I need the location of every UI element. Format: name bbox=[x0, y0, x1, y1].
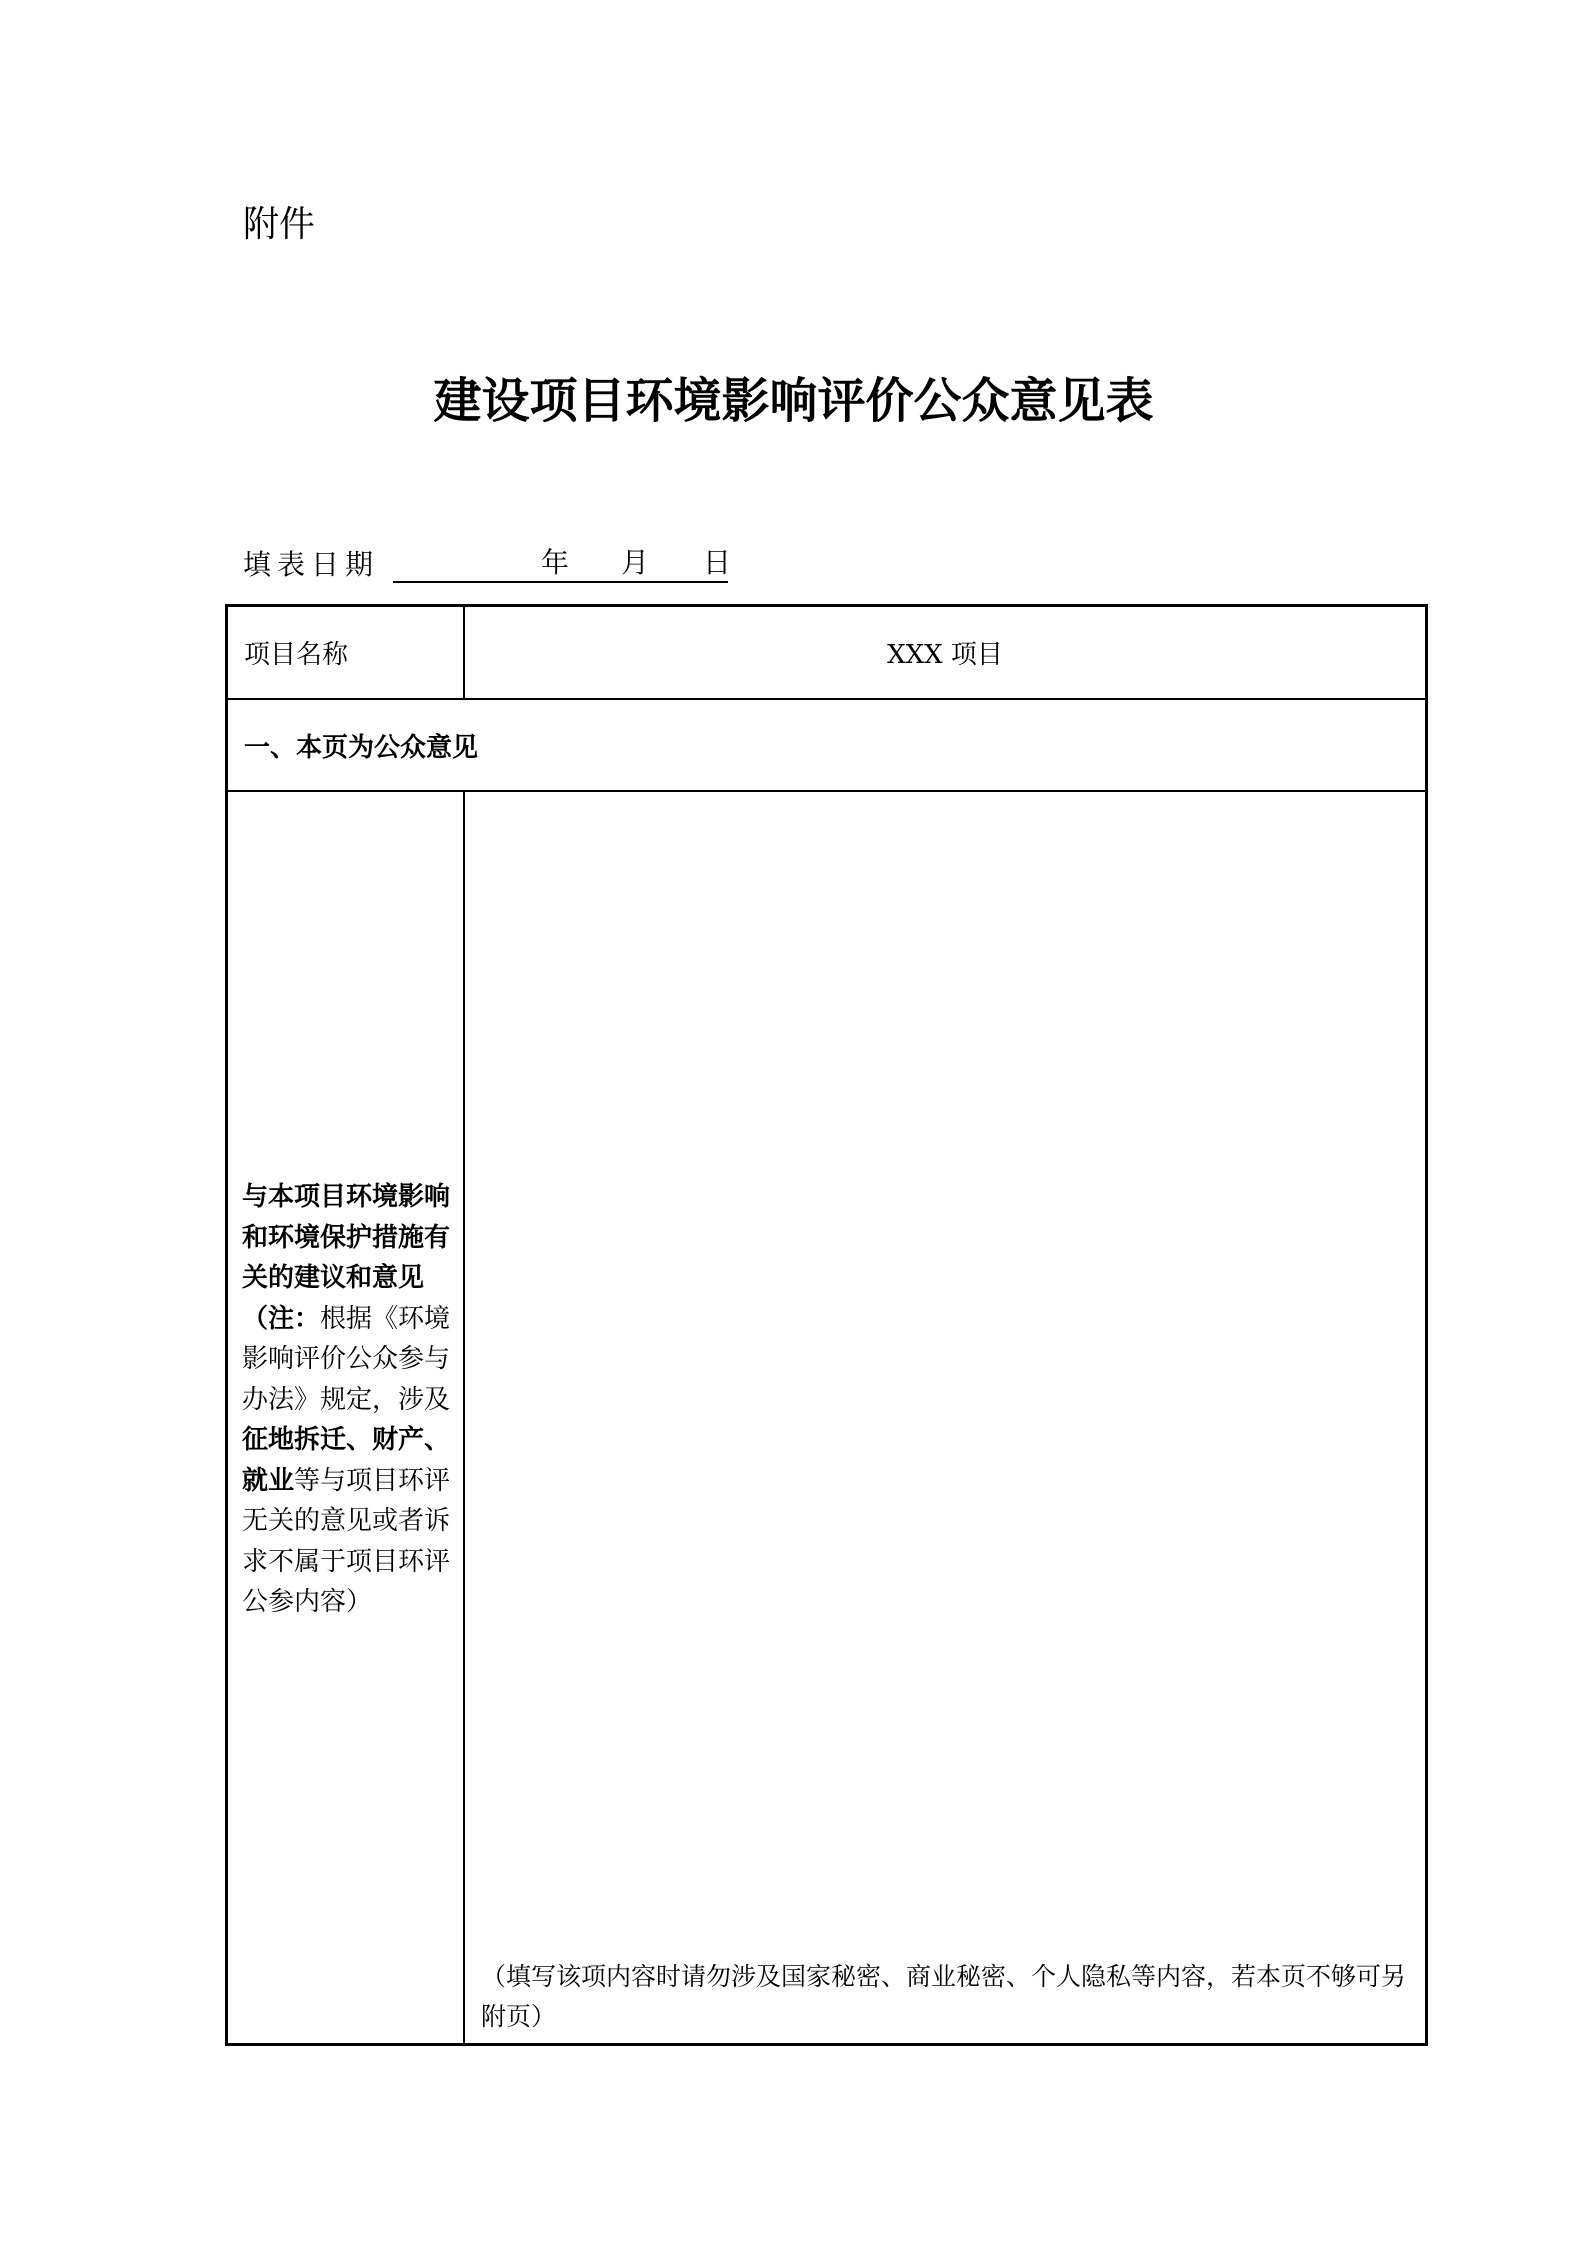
year-unit: 年 bbox=[541, 546, 570, 579]
opinion-label-normal-1: 根据《环境影响评价公众参与办法》规定，涉及 bbox=[242, 1303, 451, 1415]
section-heading: 一、本页为公众意见 bbox=[244, 732, 479, 763]
opinion-input-area[interactable] bbox=[465, 792, 1425, 2043]
date-input-line[interactable] bbox=[393, 546, 732, 583]
opinion-note: （填写该项内容时请勿涉及国家秘密、商业秘密、个人隐私等内容，若本页不够可另附页） bbox=[481, 1962, 1407, 2031]
project-name-row bbox=[228, 607, 1425, 700]
opinion-label-bold-2: 征地拆迁、财产、就业 bbox=[242, 1425, 451, 1496]
project-name-label: 项目名称 bbox=[244, 640, 349, 670]
month-unit: 月 bbox=[621, 546, 650, 579]
opinion-row bbox=[228, 792, 1425, 2043]
opinion-label bbox=[242, 1177, 454, 1623]
date-label: 填表日期 bbox=[243, 548, 380, 581]
project-name-value[interactable]: XXX 项目 bbox=[887, 640, 1003, 670]
attachment-label: 附件 bbox=[243, 204, 316, 245]
section-row bbox=[228, 700, 1425, 792]
date-field-row bbox=[243, 543, 732, 583]
public-opinion-table bbox=[225, 604, 1428, 2046]
day-unit: 日 bbox=[703, 546, 732, 579]
page-title: 建设项目环境影响评价公众意见表 bbox=[433, 373, 1154, 429]
opinion-label-bold-1: 与本项目环境影响和环境保护措施有关的建议和意见（注： bbox=[242, 1182, 451, 1334]
opinion-label-normal-2: 等与项目环评无关的意见或者诉求不属于项目环评公参内容） bbox=[242, 1465, 451, 1617]
